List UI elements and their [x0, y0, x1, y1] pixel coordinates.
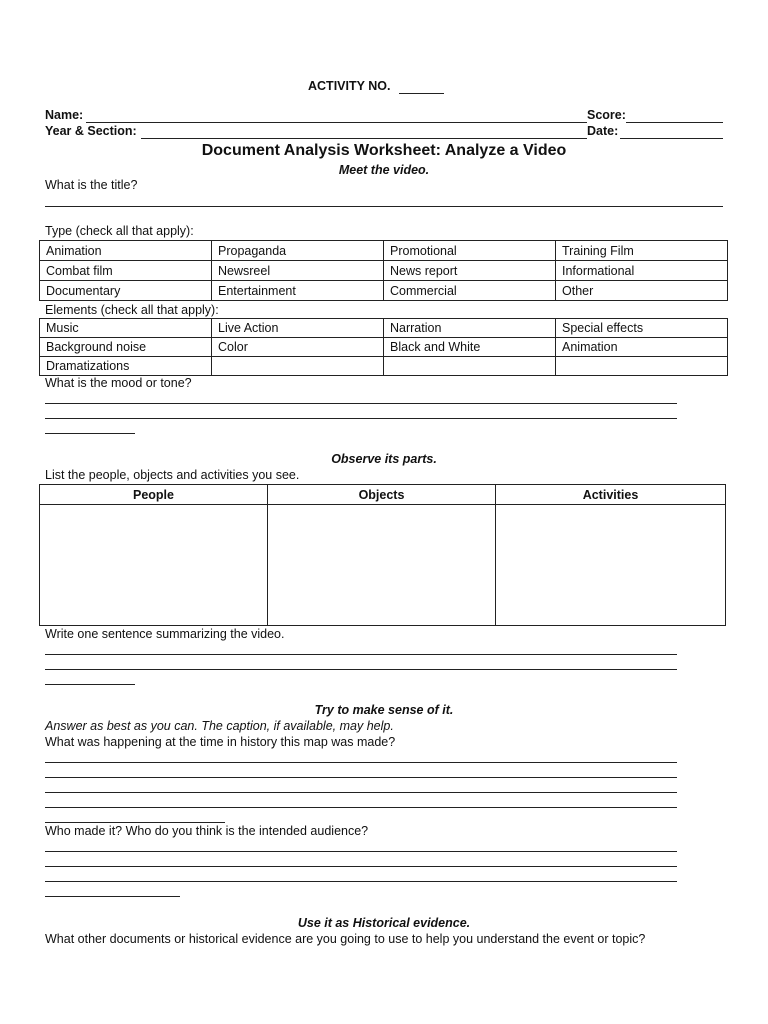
question-history: What was happening at the time in history this map was made? [45, 735, 396, 749]
type-option[interactable]: Propaganda [212, 241, 384, 261]
answer-line-summary[interactable] [45, 669, 677, 670]
element-option[interactable]: Special effects [556, 319, 728, 338]
activity-label: ACTIVITY NO. [308, 79, 391, 93]
type-option[interactable]: News report [384, 261, 556, 281]
type-option[interactable]: Entertainment [212, 281, 384, 301]
table-row [40, 505, 726, 626]
name-label: Name: [45, 108, 84, 122]
activity-number-line[interactable] [399, 93, 444, 94]
element-option[interactable]: Color [212, 338, 384, 357]
element-option[interactable]: Dramatizations [40, 357, 212, 376]
answer-line-mood[interactable] [45, 418, 677, 419]
answer-line-history[interactable] [45, 807, 677, 808]
column-header-objects: Objects [268, 485, 496, 505]
score-label: Score: [587, 108, 626, 122]
answer-line-history[interactable] [45, 822, 225, 823]
observation-table [39, 484, 726, 626]
table-row [40, 281, 728, 301]
year-section-field[interactable] [141, 138, 587, 139]
answer-line-history[interactable] [45, 762, 677, 763]
people-answer-cell[interactable] [40, 505, 268, 626]
element-option[interactable] [212, 357, 384, 376]
table-row [40, 338, 728, 357]
type-option[interactable]: Documentary [40, 281, 212, 301]
column-header-activities: Activities [496, 485, 726, 505]
section-heading-observe: Observe its parts. [331, 452, 437, 466]
element-option[interactable]: Music [40, 319, 212, 338]
date-field[interactable] [620, 138, 723, 139]
type-option[interactable]: Combat film [40, 261, 212, 281]
element-option[interactable] [556, 357, 728, 376]
answer-line-title[interactable] [45, 206, 723, 207]
objects-answer-cell[interactable] [268, 505, 496, 626]
element-option[interactable]: Animation [556, 338, 728, 357]
observe-instruction: List the people, objects and activities you see. [45, 468, 300, 482]
element-option[interactable]: Black and White [384, 338, 556, 357]
type-option[interactable]: Commercial [384, 281, 556, 301]
sense-instruction: Answer as best as you can. The caption, if available, may help. [45, 719, 394, 733]
column-header-people: People [40, 485, 268, 505]
activities-answer-cell[interactable] [496, 505, 726, 626]
year-section-label: Year & Section: [45, 124, 137, 138]
question-mood: What is the mood or tone? [45, 376, 192, 390]
table-row [40, 241, 728, 261]
elements-label: Elements (check all that apply): [45, 303, 219, 317]
type-option[interactable]: Animation [40, 241, 212, 261]
answer-line-audience[interactable] [45, 896, 180, 897]
element-option[interactable]: Background noise [40, 338, 212, 357]
element-option[interactable]: Live Action [212, 319, 384, 338]
question-audience: Who made it? Who do you think is the intended audience? [45, 824, 369, 838]
answer-line-summary[interactable] [45, 684, 135, 685]
answer-line-mood[interactable] [45, 433, 135, 434]
section-heading-meet: Meet the video. [338, 163, 430, 177]
answer-line-audience[interactable] [45, 851, 677, 852]
table-row [40, 357, 728, 376]
answer-line-audience[interactable] [45, 866, 677, 867]
question-summary: Write one sentence summarizing the video. [45, 627, 285, 641]
type-option[interactable]: Newsreel [212, 261, 384, 281]
score-field[interactable] [626, 122, 723, 123]
table-row [40, 261, 728, 281]
answer-line-summary[interactable] [45, 654, 677, 655]
elements-table [39, 318, 728, 376]
table-header-row [40, 485, 726, 505]
question-title: What is the title? [45, 178, 138, 192]
answer-line-mood[interactable] [45, 403, 677, 404]
type-option[interactable]: Informational [556, 261, 728, 281]
type-label: Type (check all that apply): [45, 224, 194, 238]
type-option[interactable]: Other [556, 281, 728, 301]
answer-line-audience[interactable] [45, 881, 677, 882]
section-heading-evidence: Use it as Historical evidence. [297, 916, 471, 930]
question-other-evidence: What other documents or historical evidence are you going to use to help you understand the event or topic? [45, 932, 646, 946]
answer-line-history[interactable] [45, 792, 677, 793]
element-option[interactable]: Narration [384, 319, 556, 338]
type-option[interactable]: Training Film [556, 241, 728, 261]
date-label: Date: [587, 124, 619, 138]
answer-line-history[interactable] [45, 777, 677, 778]
section-heading-sense: Try to make sense of it. [314, 703, 454, 717]
type-option[interactable]: Promotional [384, 241, 556, 261]
table-row [40, 319, 728, 338]
element-option[interactable] [384, 357, 556, 376]
name-field[interactable] [86, 122, 587, 123]
page-title: Document Analysis Worksheet: Analyze a Video [201, 142, 567, 159]
type-table [39, 240, 728, 301]
